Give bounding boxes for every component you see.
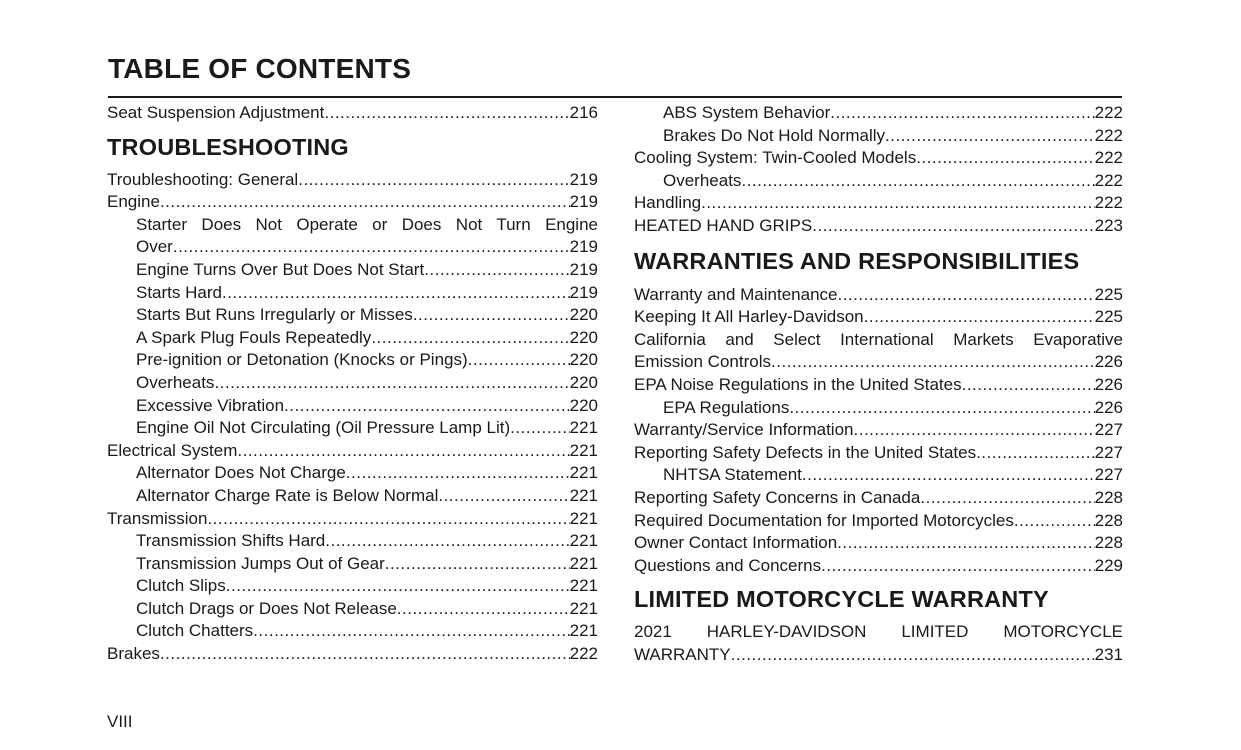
toc-entry-page: 221 — [569, 440, 598, 460]
toc-entry-page: 221 — [569, 531, 598, 551]
leader-dots — [854, 419, 1095, 442]
leader-dots — [789, 397, 1094, 420]
toc-entry[interactable] — [107, 508, 598, 531]
toc-entry-title: Reporting Safety Concerns in Canada — [634, 487, 921, 507]
toc-entry[interactable] — [634, 147, 1123, 170]
toc-entry-title: Transmission Shifts Hard — [136, 531, 326, 551]
toc-entry-title: Engine Oil Not Circulating (Oil Pressure Lamp Lit) — [136, 418, 511, 438]
toc-entry[interactable] — [107, 282, 598, 305]
leader-dots — [413, 304, 570, 327]
toc-entry-title: Clutch Chatters — [136, 621, 254, 641]
toc-entry-title: Engine Turns Over But Does Not Start — [136, 259, 425, 279]
toc-entry-title-wrap[interactable]: Starter Does Not Operate or Does Not Turn Engine — [136, 214, 598, 234]
toc-entry[interactable] — [107, 304, 598, 327]
toc-entry-page: 221 — [569, 463, 598, 483]
leader-dots — [741, 170, 1094, 193]
toc-entry[interactable] — [107, 191, 598, 214]
toc-entry[interactable] — [634, 374, 1123, 397]
leader-dots — [371, 327, 569, 350]
toc-entry[interactable] — [107, 372, 598, 395]
toc-entry-page: 220 — [569, 350, 598, 370]
toc-entry[interactable] — [107, 440, 598, 463]
toc-entry[interactable] — [634, 170, 1123, 193]
leader-dots — [298, 169, 569, 192]
leader-dots — [920, 487, 1094, 510]
toc-entry-title: Overheats — [136, 372, 215, 392]
leader-dots — [237, 440, 569, 463]
toc-entry-page: 222 — [1094, 148, 1123, 168]
toc-entry[interactable] — [107, 575, 598, 598]
toc-entry[interactable] — [634, 555, 1123, 578]
toc-entry-page: 220 — [569, 372, 598, 392]
leader-dots — [438, 485, 569, 508]
toc-entry[interactable] — [107, 259, 598, 282]
toc-entry[interactable] — [107, 236, 598, 259]
toc-entry-title: Clutch Drags or Does Not Release — [136, 598, 397, 618]
toc-entry[interactable] — [634, 464, 1123, 487]
toc-entry[interactable] — [634, 192, 1123, 215]
toc-entry-title: EPA Noise Regulations in the United States — [634, 374, 962, 394]
toc-entry-title: Warranty/Service Information — [634, 420, 854, 440]
toc-entry[interactable] — [107, 553, 598, 576]
leader-dots — [397, 598, 570, 621]
leader-dots — [325, 530, 569, 553]
toc-entry-title: Engine — [107, 192, 160, 212]
toc-entry[interactable] — [107, 643, 598, 666]
toc-entry[interactable] — [107, 327, 598, 350]
toc-entry-page: 228 — [1094, 510, 1123, 530]
toc-entry-page: 227 — [1094, 465, 1123, 485]
toc-entry-page: 222 — [1094, 103, 1123, 122]
toc-entry-page: 221 — [569, 598, 598, 618]
leader-dots — [173, 236, 570, 259]
toc-entry[interactable] — [107, 530, 598, 553]
toc-entry-page: 219 — [569, 282, 598, 302]
toc-entry-title: Troubleshooting: General — [107, 169, 299, 189]
leader-dots — [976, 442, 1095, 465]
toc-entry-page: 231 — [1094, 644, 1123, 664]
leader-dots — [962, 374, 1095, 397]
toc-entry-title: A Spark Plug Fouls Repeatedly — [136, 327, 372, 347]
toc-entry[interactable] — [107, 349, 598, 372]
toc-entry-title: Handling — [634, 193, 702, 213]
toc-entry[interactable] — [107, 620, 598, 643]
toc-entry-title: Pre-ignition or Detonation (Knocks or Pings) — [136, 350, 468, 370]
toc-entry-page: 220 — [569, 395, 598, 415]
page-number: VIII — [107, 712, 133, 731]
toc-entry-page: 226 — [1094, 352, 1123, 372]
toc-entry-title: EPA Regulations — [663, 397, 790, 417]
leader-dots — [214, 372, 569, 395]
toc-entry-page: 221 — [569, 576, 598, 596]
toc-entry-page: 229 — [1094, 555, 1123, 575]
toc-entry-page: 219 — [569, 237, 598, 257]
toc-entry[interactable] — [634, 487, 1123, 510]
toc-entry-title: Starts But Runs Irregularly or Misses — [136, 305, 413, 325]
toc-entry-title: Clutch Slips — [136, 576, 226, 596]
toc-entry-title: Alternator Charge Rate is Below Normal — [136, 485, 439, 505]
toc-entry-title: Required Documentation for Imported Motorcycles — [634, 510, 1014, 530]
leader-dots — [812, 215, 1094, 238]
toc-entry-page: 222 — [569, 644, 598, 664]
leader-dots — [160, 191, 570, 214]
toc-entry[interactable] — [634, 102, 1123, 125]
toc-entry-title: Transmission — [107, 508, 208, 528]
toc-entry-page: 222 — [1094, 193, 1123, 213]
toc-entry-title-wrap[interactable]: California and Select International Markets Evaporative — [634, 329, 1123, 349]
toc-entry-page: 220 — [569, 305, 598, 325]
section-heading-limited-warranty: LIMITED MOTORCYCLE WARRANTY — [634, 586, 1049, 613]
toc-entry[interactable] — [107, 598, 598, 621]
leader-dots — [253, 620, 569, 643]
leader-dots — [885, 125, 1095, 148]
toc-entry-page: 221 — [569, 553, 598, 573]
toc-entry[interactable] — [634, 442, 1123, 465]
toc-entry-title: Brakes — [107, 644, 160, 664]
leader-dots — [160, 643, 570, 666]
leader-dots — [821, 555, 1095, 578]
toc-entry-seat-suspension[interactable] — [107, 102, 598, 125]
toc-entry-title: ABS System Behavior — [663, 103, 831, 122]
toc-entry-title: Emission Controls — [634, 352, 771, 372]
page-title: TABLE OF CONTENTS — [108, 53, 412, 84]
toc-entry-title: NHTSA Statement — [663, 465, 802, 485]
toc-entry-title: Cooling System: Twin-Cooled Models — [634, 148, 917, 168]
toc-entry-page: 227 — [1094, 442, 1123, 462]
toc-entry-page: 221 — [569, 485, 598, 505]
leader-dots — [864, 306, 1095, 329]
toc-entry[interactable] — [634, 419, 1123, 442]
toc-entry-page: 221 — [569, 508, 598, 528]
title-divider — [108, 96, 1122, 98]
leader-dots — [701, 192, 1095, 215]
toc-entry-title-wrap[interactable]: 2021 HARLEY-DAVIDSON LIMITED MOTORCYCLE — [634, 622, 1123, 642]
toc-entry-title: Reporting Safety Defects in the United States — [634, 442, 977, 462]
toc-entry[interactable] — [634, 125, 1123, 148]
toc-entry-page: 219 — [569, 192, 598, 212]
toc-entry-title: Questions and Concerns — [634, 555, 822, 575]
leader-dots — [346, 462, 570, 485]
toc-entry-title: Electrical System — [107, 440, 238, 460]
toc-entry[interactable] — [634, 351, 1123, 374]
leader-dots — [207, 508, 569, 531]
leader-dots — [468, 349, 570, 372]
leader-dots — [916, 147, 1094, 170]
leader-dots — [830, 102, 1094, 125]
toc-entry[interactable] — [634, 532, 1123, 555]
toc-entry-page: 219 — [569, 169, 598, 189]
toc-entry-page: 223 — [1094, 215, 1123, 235]
toc-entry-title: Brakes Do Not Hold Normally — [663, 125, 886, 145]
toc-entry[interactable] — [634, 397, 1123, 420]
leader-dots — [222, 282, 570, 305]
toc-entry[interactable] — [634, 306, 1123, 329]
toc-entry[interactable] — [107, 462, 598, 485]
toc-entry-title: Keeping It All Harley-Davidson — [634, 307, 864, 327]
toc-entry-page: 219 — [569, 259, 598, 279]
toc-entry-page: 221 — [569, 621, 598, 641]
leader-dots — [324, 102, 569, 125]
toc-entry-page: 228 — [1094, 487, 1123, 507]
toc-right-column — [634, 102, 1123, 666]
toc-entry-title: Excessive Vibration — [136, 395, 285, 415]
section-heading-warranties: WARRANTIES AND RESPONSIBILITIES — [634, 247, 1080, 274]
toc-entry[interactable] — [634, 644, 1123, 667]
toc-entry-title: HEATED HAND GRIPS — [634, 215, 813, 235]
toc-entry[interactable] — [634, 510, 1123, 533]
leader-dots — [510, 417, 569, 440]
toc-entry-page: 220 — [569, 327, 598, 347]
leader-dots — [226, 575, 570, 598]
toc-entry[interactable] — [107, 485, 598, 508]
toc-entry[interactable] — [107, 169, 598, 192]
toc-entry-title: Alternator Does Not Charge — [136, 463, 346, 483]
leader-dots — [731, 644, 1095, 667]
leader-dots — [284, 395, 570, 418]
toc-entry-page: 226 — [1094, 374, 1123, 394]
toc-entry-title: Starts Hard — [136, 282, 222, 302]
toc-entry-title: Transmission Jumps Out of Gear — [136, 553, 385, 573]
toc-entry-page: 228 — [1094, 533, 1123, 553]
toc-left-column — [107, 102, 598, 666]
toc-entry-page: 226 — [1094, 397, 1123, 417]
leader-dots — [771, 351, 1095, 374]
leader-dots — [837, 284, 1094, 307]
toc-entry-title: WARRANTY — [634, 644, 731, 664]
toc-entry-title: Seat Suspension Adjustment — [107, 103, 325, 122]
leader-dots — [424, 259, 569, 282]
toc-entry-page: 222 — [1094, 170, 1123, 190]
toc-entry-page: 216 — [569, 103, 598, 122]
section-heading-troubleshooting: TROUBLESHOOTING — [107, 133, 349, 160]
leader-dots — [802, 464, 1095, 487]
toc-entry-title: Overheats — [663, 170, 742, 190]
toc-entry-page: 222 — [1094, 125, 1123, 145]
toc-entry[interactable] — [634, 284, 1123, 307]
toc-entry-page: 221 — [569, 418, 598, 438]
toc-entry-title: Warranty and Maintenance — [634, 284, 838, 304]
leader-dots — [837, 532, 1094, 555]
toc-entry[interactable] — [107, 395, 598, 418]
toc-entry-page: 225 — [1094, 284, 1123, 304]
toc-entry[interactable] — [107, 417, 598, 440]
leader-dots — [385, 553, 570, 576]
toc-entry[interactable] — [634, 215, 1123, 238]
toc-entry-page: 227 — [1094, 420, 1123, 440]
toc-entry-title: Over — [136, 237, 173, 257]
leader-dots — [1014, 510, 1095, 533]
toc-entry-page: 225 — [1094, 307, 1123, 327]
toc-entry-title: Owner Contact Information — [634, 533, 838, 553]
